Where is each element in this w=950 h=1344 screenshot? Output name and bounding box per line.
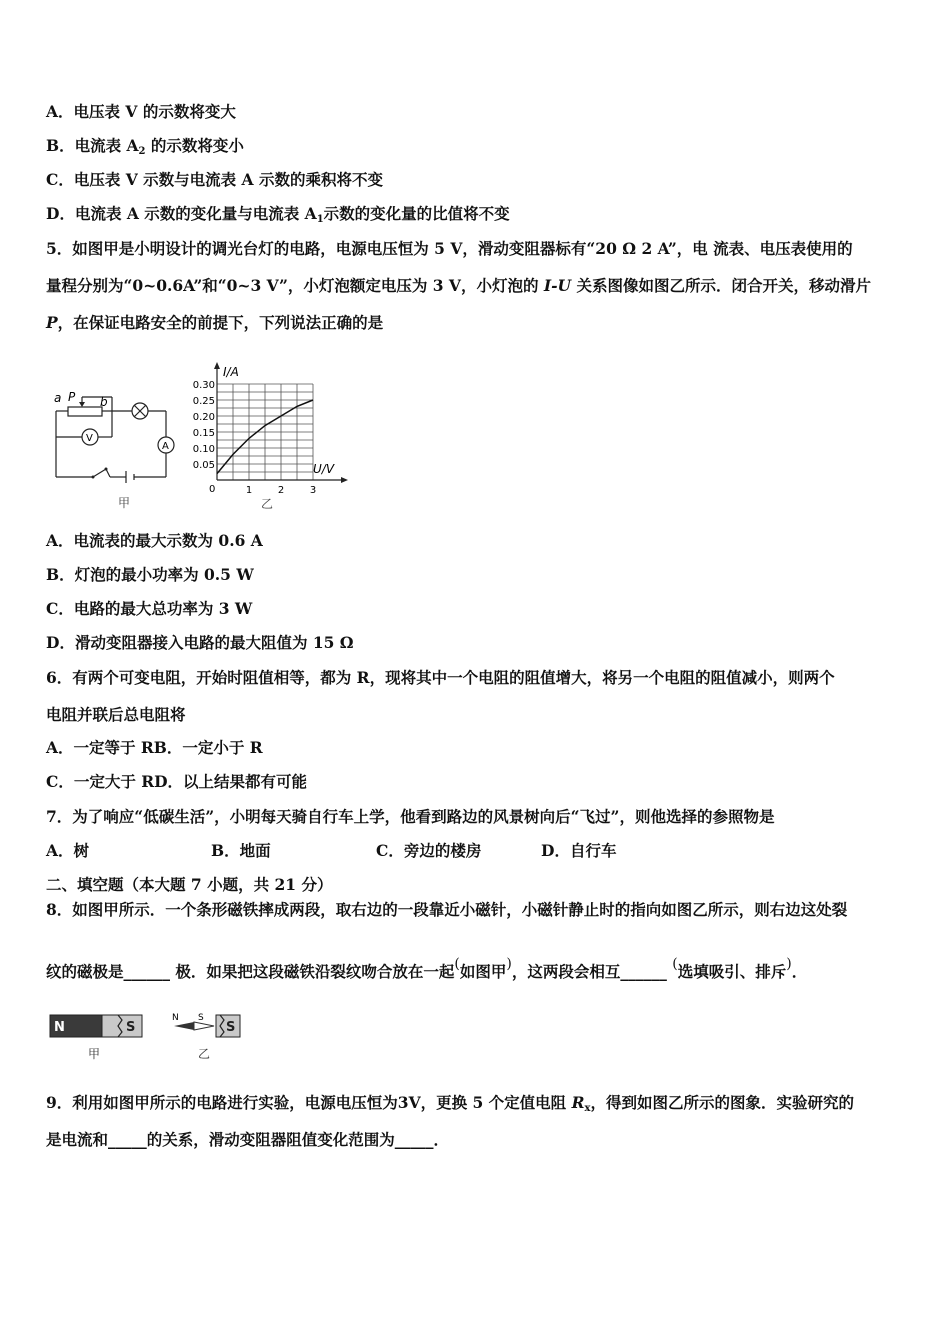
circuit-label-b: b	[100, 395, 108, 409]
q5-line2-pre: 量程分别为“0~0.6A”和“0~3 V”，小灯泡额定电压为 3 V，小灯泡的	[46, 276, 544, 295]
q6-line1: 6．有两个可变电阻，开始时阻值相等，都为 R，现将其中一个电阻的阻值增大，将另一个电阻的阻值减小，则两个	[46, 668, 835, 687]
x-tick-label: 1	[245, 485, 253, 496]
x-tick-label: 2	[277, 485, 285, 496]
y-tick-label: 0.25	[192, 396, 215, 407]
q4-option-d	[46, 204, 510, 230]
q4-option-b	[46, 136, 244, 162]
q5-line2-post: 关系图像如图乙所示．闭合开关，移动滑片	[571, 276, 871, 295]
q4-option-d-pre: D．电流表 A 示数的变化量与电流表 A	[46, 204, 317, 223]
q7-option-b: B．地面	[211, 841, 271, 860]
q9-line1-post: ，得到如图乙所示的图象．实验研究的	[590, 1093, 854, 1112]
q9-line1-sub: x	[584, 1103, 591, 1114]
q5-option-b: B．灯泡的最小功率为 0.5 W	[46, 565, 254, 584]
x-tick-label: 3	[309, 485, 317, 496]
q7-option-c: C．旁边的楼房	[376, 841, 482, 860]
q8-line1: 8．如图甲所示．一个条形磁铁摔成两段，取右边的一段靠近小磁针，小磁针静止时的指向如图乙所示，则右边这处裂	[46, 900, 848, 919]
circuit-label-a: a	[54, 391, 62, 405]
q8-fig-yi-caption: 乙	[198, 1047, 211, 1061]
voltmeter-label: V	[86, 433, 93, 444]
x-axis-arrow	[341, 477, 348, 483]
fig-yi-caption: 乙	[261, 497, 274, 511]
q8-paren-open: (	[454, 956, 460, 972]
y-tick-label: 0.05	[192, 460, 215, 471]
q6-option-cd: C．一定大于 RD．以上结果都有可能	[46, 772, 308, 791]
ammeter-label: A	[162, 441, 169, 452]
needle-s-label: S	[198, 1013, 204, 1023]
q8-line2	[46, 956, 808, 983]
fig-jia-caption: 甲	[118, 496, 131, 510]
q9-line1-r: R	[571, 1093, 585, 1112]
x-axis-label: U/V	[313, 462, 335, 476]
q7-line1: 7．为了响应“低碳生活”，小明每天骑自行车上学，他看到路边的风景树向后“飞过”，则他选择的参照物是	[46, 807, 775, 826]
q5-circuit-diagram	[48, 385, 188, 515]
q5-line3	[46, 313, 383, 333]
q4-option-d-post: 示数的变化量的比值将不变	[323, 204, 510, 223]
magnet-s-half	[102, 1015, 142, 1037]
q8-paren2-text: 选填吸引、排斥	[677, 962, 787, 981]
y-tick-label: 0.15	[192, 428, 215, 439]
q8-line2-a: 纹的磁极是______ 极．如果把这段磁铁沿裂纹吻合放在一起	[46, 962, 455, 981]
q9-line1	[46, 1093, 854, 1119]
q5-line3-p: P	[46, 313, 58, 332]
q4-option-d-sub: 1	[316, 214, 324, 225]
q4-option-b-post: 的示数将变小	[145, 136, 244, 155]
q4-option-c: C．电压表 V 示数与电流表 A 示数的乘积将不变	[46, 170, 383, 189]
q5-line3-post: ，在保证电路安全的前提下，下列说法正确的是	[57, 313, 384, 332]
y-tick-label: 0.20	[192, 412, 215, 423]
q6-line2: 电阻并联后总电阻将	[46, 705, 186, 724]
q9-line1-pre: 9．利用如图甲所示的电路进行实验，电源电压恒为3V，更换 5 个定值电阻	[46, 1093, 572, 1112]
y-tick-label: 0.10	[192, 444, 215, 455]
section-2-heading: 二、填空题（本大题 7 小题，共 21 分）	[46, 875, 333, 894]
q5-line2-iu: I-U	[543, 276, 572, 295]
q4-option-b-sub: 2	[138, 146, 146, 157]
q5-line1: 5．如图甲是小明设计的调光台灯的电路，电源电压恒为 5 V，滑动变阻器标有“20 Ω 2 A”，电 流表、电压表使用的	[46, 239, 853, 258]
q5-line2	[46, 276, 871, 296]
q6-option-ab: A．一定等于 RB．一定小于 R	[46, 738, 263, 757]
y-axis-arrow	[214, 362, 220, 369]
q8-fig-jia-caption: 甲	[88, 1047, 101, 1061]
y-axis-label: I/A	[223, 365, 239, 379]
q9-line2: 是电流和_____的关系，滑动变阻器阻值变化范围为_____．	[46, 1130, 450, 1149]
y-tick-label: 0.30	[192, 380, 215, 391]
needle-s-end	[194, 1022, 214, 1030]
q5-iu-chart	[185, 360, 350, 512]
needle-n-label: N	[172, 1013, 179, 1023]
magnet-piece-label: S	[226, 1020, 236, 1035]
q8-paren-text: 如图甲	[459, 962, 507, 981]
q4-option-a: A．电压表 V 的示数将变大	[46, 102, 236, 121]
q5-option-a: A．电流表的最大示数为 0.6 A	[46, 531, 263, 550]
q5-option-c: C．电路的最大总功率为 3 W	[46, 599, 253, 618]
q8-paren2-open: (	[672, 956, 678, 972]
q8-line2-end: ．	[791, 962, 808, 981]
q8-paren2-close: )	[786, 956, 792, 972]
q8-magnet-figures	[48, 1010, 248, 1065]
magnet-n-label: N	[54, 1020, 65, 1035]
magnet-s-label: S	[126, 1020, 136, 1035]
q8-line2-b: ，这两段会相互______	[511, 962, 673, 981]
q5-option-d: D．滑动变阻器接入电路的最大阻值为 15 Ω	[46, 633, 354, 652]
q4-option-b-pre: B．电流表 A	[46, 136, 139, 155]
q7-option-d: D．自行车	[541, 841, 617, 860]
q7-option-a: A．树	[46, 841, 90, 860]
needle-n-end	[174, 1022, 194, 1030]
q8-paren-close: )	[506, 956, 512, 972]
origin-label: 0	[209, 484, 216, 495]
circuit-label-p: P	[68, 390, 76, 404]
